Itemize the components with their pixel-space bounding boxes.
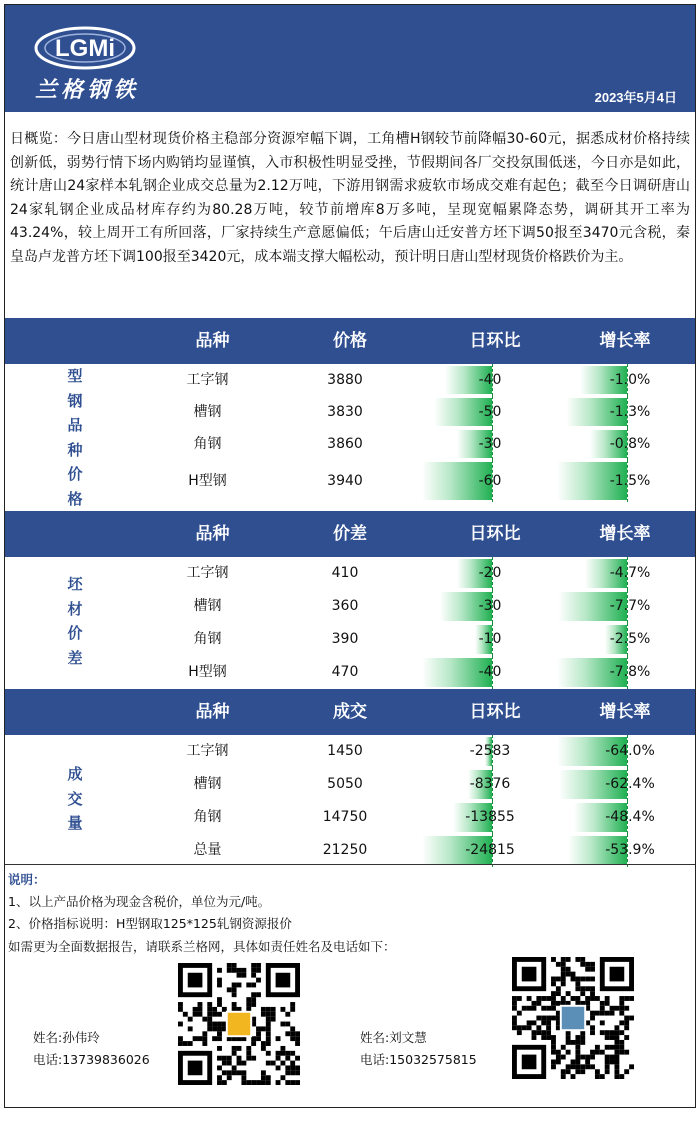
note-line-1: 1、以上产品价格为现金含税价，单位为元/吨。 — [8, 894, 271, 909]
col-header-variety: 品种 — [195, 524, 230, 544]
daily-change-cell: -8376 — [469, 776, 511, 792]
table-row — [140, 801, 695, 834]
contact-2-name: 姓名:刘文慧 — [360, 1030, 427, 1045]
daily-change-cell: -40 — [478, 372, 502, 388]
variety-cell: 角钢 — [193, 631, 222, 647]
section-header-spread — [5, 511, 695, 557]
growth-rate-cell: -7.8% — [609, 664, 651, 680]
growth-rate-cell: -0.8% — [609, 436, 651, 452]
daily-change-cell: -20 — [478, 565, 502, 581]
growth-rate-cell: -62.4% — [605, 776, 655, 792]
side-label-price: 型 钢 品 种 价 格 — [67, 367, 83, 508]
notes-title: 说明： — [8, 872, 46, 887]
daily-change-cell: -2583 — [469, 743, 511, 759]
table-row — [140, 557, 695, 590]
growth-rate-cell: -64.0% — [605, 743, 655, 759]
col-header-daily-change: 日环比 — [469, 702, 521, 722]
variety-cell: 槽钢 — [193, 776, 222, 792]
report-header — [5, 5, 695, 112]
variety-cell: 工字钢 — [186, 565, 229, 581]
value-cell: 3830 — [327, 404, 363, 420]
table-row — [140, 834, 695, 867]
table-row — [140, 735, 695, 768]
value-cell: 3880 — [327, 372, 363, 388]
col-header-price: 价格 — [333, 331, 367, 351]
growth-rate-cell: -1.5% — [609, 473, 651, 489]
value-cell: 390 — [331, 631, 359, 647]
growth-rate-cell: -1.3% — [609, 404, 651, 420]
col-header-daily-change: 日环比 — [469, 331, 521, 351]
table-row — [140, 396, 695, 428]
value-cell: 1450 — [327, 743, 363, 759]
col-header-daily-change: 日环比 — [469, 524, 521, 544]
contact-1-name: 姓名:孙伟玲 — [33, 1030, 100, 1045]
section-header-volume — [5, 689, 695, 735]
logo-text: LGMi — [55, 35, 115, 62]
qr-code-1 — [178, 963, 300, 1085]
table-row — [140, 460, 695, 502]
variety-cell: 角钢 — [193, 436, 222, 452]
side-label-volume: 成 交 量 — [67, 765, 83, 832]
variety-cell: 工字钢 — [186, 372, 229, 388]
report-date: 2023年5月4日 — [594, 90, 677, 105]
variety-cell: 总量 — [193, 842, 222, 858]
col-header-volume: 成交 — [333, 702, 367, 722]
col-header-growth-rate: 增长率 — [599, 702, 651, 722]
lgmi-logo — [33, 25, 137, 71]
daily-summary: 日概览：今日唐山型材现货价格主稳部分资源窄幅下调，工角槽H钢较节前降幅30-60元，据悉成材价格持续创新低，弱势行情下场内购销均显谨慎，入市积极性明显受挫，节假期间各厂交投氛围低迷，今日亦是如此，统计唐山24家样本轧钢企业成交总量为2.12万吨，下游用钢需求疲软市场成交难有起色；截至今日调研唐山24家轧钢企业成品材库存约为80.28万吨，较节前增库8万多吨，呈现宽幅累降态势，调研其开工率为43.24%，较上周开工有所回落，厂家持续生产意愿偏低；午后唐山迁安普方坯下调50报至3470元含税，秦皇岛卢龙普方坯下调100报至3420元，成本端支撑大幅松动，预计明日唐山型材现货价格跌价为主。 — [10, 131, 690, 265]
variety-cell: 工字钢 — [186, 743, 229, 759]
daily-change-cell: -50 — [478, 404, 502, 420]
table-row — [140, 768, 695, 801]
value-cell: 360 — [331, 598, 359, 614]
contact-2-phone[interactable]: 电话:15032575815 — [360, 1052, 477, 1067]
growth-rate-cell: -7.7% — [609, 598, 651, 614]
growth-rate-cell: -4.7% — [609, 565, 651, 581]
notes-divider — [5, 864, 695, 865]
variety-cell: H型钢 — [188, 664, 227, 680]
value-cell: 410 — [331, 565, 359, 581]
value-cell: 3860 — [327, 436, 363, 452]
note-line-2: 2、价格指标说明：H型钢取125*125轧钢资源报价 — [8, 916, 292, 931]
value-cell: 21250 — [322, 842, 368, 858]
daily-change-cell: -30 — [478, 598, 502, 614]
col-header-variety: 品种 — [195, 702, 230, 722]
daily-change-cell: -10 — [478, 631, 502, 647]
table-row — [140, 623, 695, 656]
variety-cell: 槽钢 — [193, 404, 222, 420]
table-row — [140, 590, 695, 623]
note-line-3: 如需更为全面数据报告，请联系兰格网，具体如责任姓名及电话如下： — [8, 939, 396, 954]
growth-rate-cell: -2.5% — [609, 631, 651, 647]
logo-cn-text: 兰格钢铁 — [35, 77, 140, 103]
value-cell: 5050 — [327, 776, 363, 792]
growth-rate-cell: -1.0% — [609, 372, 651, 388]
contact-1-phone[interactable]: 电话:13739836026 — [33, 1052, 150, 1067]
growth-rate-cell: -48.4% — [605, 809, 655, 825]
variety-cell: 槽钢 — [193, 598, 222, 614]
value-cell: 14750 — [322, 809, 368, 825]
daily-change-cell: -24815 — [465, 842, 515, 858]
daily-change-cell: -60 — [478, 473, 502, 489]
variety-cell: 角钢 — [193, 809, 222, 825]
daily-change-cell: -30 — [478, 436, 502, 452]
daily-change-cell: -13855 — [465, 809, 515, 825]
value-cell: 3940 — [327, 473, 363, 489]
variety-cell: H型钢 — [188, 473, 227, 489]
col-header-spread: 价差 — [333, 524, 367, 544]
col-header-growth-rate: 增长率 — [599, 524, 651, 544]
table-row — [140, 656, 695, 689]
col-header-growth-rate: 增长率 — [599, 331, 651, 351]
qr-code-2 — [512, 957, 634, 1079]
table-row — [140, 428, 695, 460]
side-label-spread: 坯 材 价 差 — [67, 575, 83, 667]
growth-rate-cell: -53.9% — [605, 842, 655, 858]
section-header-price — [5, 318, 695, 364]
daily-change-cell: -40 — [478, 664, 502, 680]
value-cell: 470 — [331, 664, 359, 680]
col-header-variety: 品种 — [195, 331, 230, 351]
table-row — [140, 364, 695, 396]
